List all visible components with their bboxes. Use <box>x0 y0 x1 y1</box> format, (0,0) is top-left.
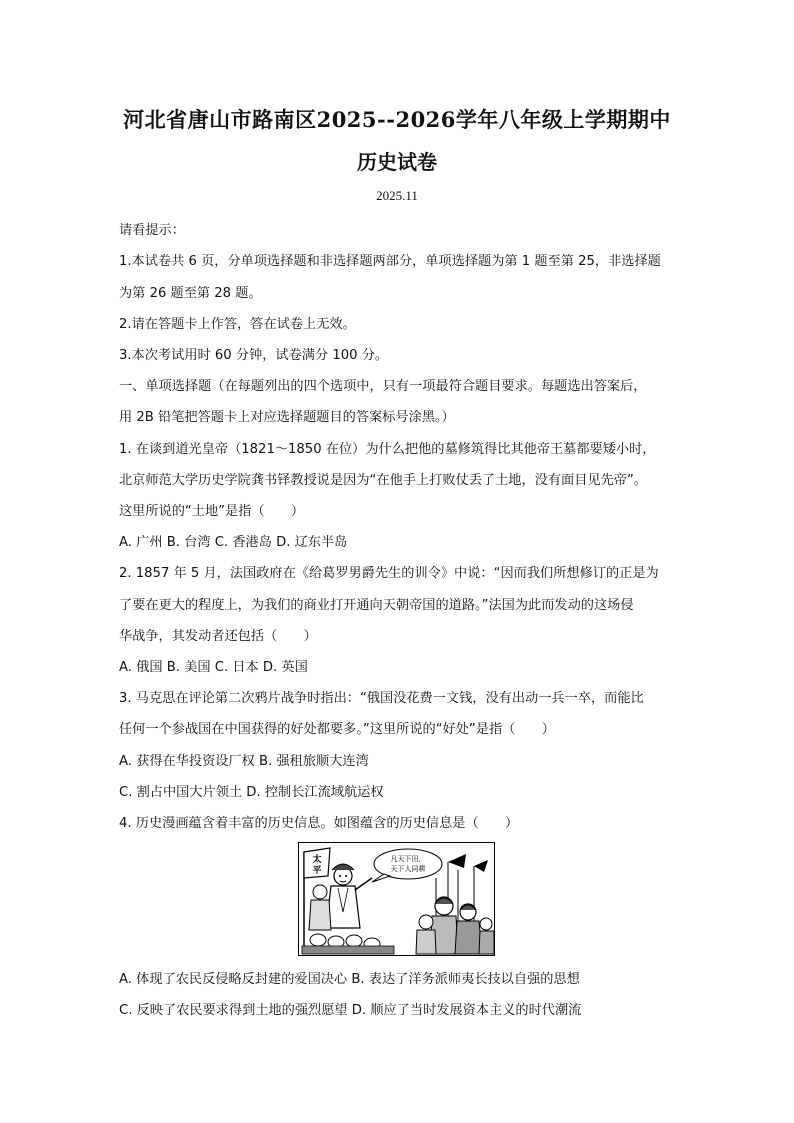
cartoon-bubble-text-2: 天下人同耕 <box>390 865 426 873</box>
svg-text:平: 平 <box>312 866 322 876</box>
q1-line-1: 1. 在谈到道光皇帝（1821～1850 在位）为什么把他的墓修筑得比其他帝王墓都要矮小时， <box>119 442 656 457</box>
notes-heading: 请看提示： <box>119 223 185 238</box>
section1-instruction-2: 用 2B 铅笔把答题卡上对应选择题题目的答案标号涂黑。） <box>119 410 455 425</box>
q4-line-1: 4. 历史漫画蕴含着丰富的历史信息。如图蕴含的历史信息是（ ） <box>119 816 519 831</box>
exam-date: 2025.11 <box>376 188 418 203</box>
q2-options: A. 俄国 B. 美国 C. 日本 D. 英国 <box>119 660 308 675</box>
svg-text:太: 太 <box>312 855 322 865</box>
q2-line-1: 2. 1857 年 5 月，法国政府在《给葛罗男爵先生的训令》中说：“因而我们所想修订的正是为 <box>119 566 659 581</box>
note-2: 2.请在答题卡上作答，答在试卷上无效。 <box>119 317 356 332</box>
q2-line-3: 华战争，其发动者还包括（ ） <box>119 629 317 644</box>
q3-options-ab: A. 获得在华投资设厂权 B. 强租旅顺大连湾 <box>119 754 369 769</box>
q4-options-cd: C. 反映了农民要求得到土地的强烈愿望 D. 顺应了当时发展资本主义的时代潮流 <box>119 1003 582 1018</box>
cartoon-bubble-text-1: 凡天下田， <box>390 855 426 863</box>
q1-line-2: 北京师范大学历史学院龚书铎教授说是因为“在他手上打败仗丢了土地，没有面目见先帝”。 <box>119 473 647 488</box>
note-3: 3.本次考试用时 60 分钟，试卷满分 100 分。 <box>119 348 389 363</box>
q1-options: A. 广州 B. 台湾 C. 香港岛 D. 辽东半岛 <box>119 535 348 550</box>
exam-title-line1: 河北省唐山市路南区2025--2026学年八年级上学期期中 <box>123 107 671 132</box>
q1-line-3: 这里所说的“土地”是指（ ） <box>119 504 305 519</box>
q3-line-1: 3. 马克思在评论第二次鸦片战争时指出：“俄国没花费一文钱，没有出动一兵一卒，而能比 <box>119 691 644 706</box>
note-1b: 为第 26 题至第 28 题。 <box>119 286 262 301</box>
section1-instruction-1: 一、单项选择题（在每题列出的四个选项中，只有一项最符合题目要求。每题选出答案后， <box>119 379 647 394</box>
exam-title-line2: 历史试卷 <box>357 150 437 174</box>
q3-line-2: 任何一个参战国在中国获得的好处都要多。”这里所说的“好处”是指（ ） <box>119 722 555 737</box>
q4-options-ab: A. 体现了农民反侵略反封建的爱国决心 B. 表达了洋务派师夷长技以自强的思想 <box>119 972 580 987</box>
note-1a: 1.本试卷共 6 页，分单项选择题和非选择题两部分，单项选择题为第 1 题至第 25，非选择题 <box>119 254 661 269</box>
q2-line-2: 了要在更大的程度上，为我们的商业打开通向天朝帝国的道路。”法国为此而发动的这场侵 <box>119 598 634 613</box>
taiping-cartoon-image <box>298 842 495 956</box>
q3-options-cd: C. 割占中国大片领土 D. 控制长江流域航运权 <box>119 785 384 800</box>
